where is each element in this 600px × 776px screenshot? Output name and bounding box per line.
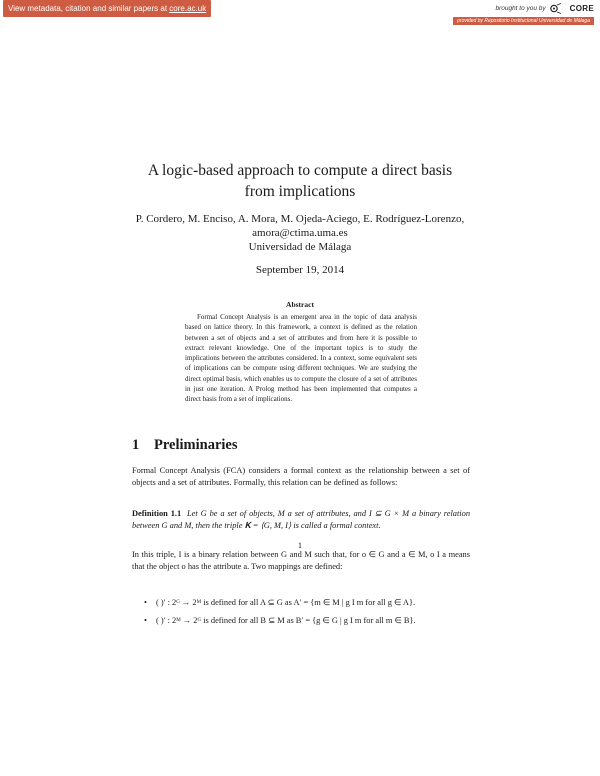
core-label: CORE (569, 4, 594, 13)
paragraph-mappings: In this triple, I is a binary relation between G and M such that, for o ∈ G and a ∈ M, o I a means that the object o has the attribute a. Two mappings are defined: (132, 550, 470, 571)
definition-text: Let G be a set of objects, M a set of attributes, and I ⊆ G × M a binary relation between G and M, then the triple 𝐊 = ⟨G, M, I⟩ is called a formal context. (132, 509, 471, 530)
bullet-icon: • (144, 598, 147, 607)
core-logo-icon (549, 3, 569, 14)
author-block (0, 212, 600, 254)
section-heading (132, 437, 238, 454)
authors-line: P. Cordero, M. Enciso, A. Mora, M. Ojeda-Aciego, E. Rodríguez-Lorenzo, (135, 213, 465, 225)
abstract-text: Formal Concept Analysis is an emergent area in the topic of data analysis based on lattice theory. In this framework, a context is defined as the relation between a set of objects and a set of attributes and from here it is possible to extract relevant knowledge. One of the important topics is to study the implications between the attributes considered. In a context, some equivalent sets of implications can be compute using different techniques. We are studying the direct optimal basis, which enables us to compute the closure of a set of attributes in just one iteration. A Prolog method has been implemented that computes a direct basis from a set of implications. (185, 313, 417, 404)
brought-text: brought to you by (495, 5, 546, 12)
bullet-text: ( )′ : 2ᴹ → 2ᴳ is defined for all B ⊆ M as B′ = {g ∈ G | g I m for all m ∈ B}. (156, 615, 416, 625)
affiliation: Universidad de Málaga (248, 241, 352, 253)
paper-date: September 19, 2014 (255, 264, 345, 276)
bullet-text: ( )′ : 2ᴳ → 2ᴹ is defined for all A ⊆ G as A′ = {m ∈ M | g I m for all g ∈ A}. (156, 598, 416, 607)
abstract-heading: Abstract (286, 300, 314, 309)
bullet-icon: • (144, 615, 147, 625)
view-metadata-text: View metadata, citation and similar papers at (8, 4, 170, 13)
definition-label: Definition 1.1 (132, 509, 182, 518)
provided-by-link[interactable]: provided by Repositorio Institucional Universidad de Málaga (453, 17, 594, 25)
core-banner (0, 0, 600, 28)
list-item (132, 597, 470, 609)
title-line-2: from implications (244, 183, 356, 200)
author-email: amora@ctima.uma.es (252, 227, 348, 239)
view-metadata-link[interactable] (3, 0, 211, 17)
list-item (132, 615, 470, 627)
title-line-1: A logic-based approach to compute a direct basis (147, 162, 453, 179)
definition-block (132, 508, 470, 531)
page-number: 1 (297, 541, 303, 550)
paragraph-intro: Formal Concept Analysis (FCA) considers a formal context as the relationship between a set of objects and a set of attributes. Formally, this relation can be defined as follows: (132, 466, 470, 487)
brought-to-you-by[interactable] (495, 2, 594, 15)
section-title: Preliminaries (154, 437, 238, 453)
paper-title (0, 160, 600, 202)
core-site-link[interactable]: core.ac.uk (169, 4, 207, 13)
section-number: 1 (132, 437, 140, 453)
mapping-list (132, 597, 470, 632)
